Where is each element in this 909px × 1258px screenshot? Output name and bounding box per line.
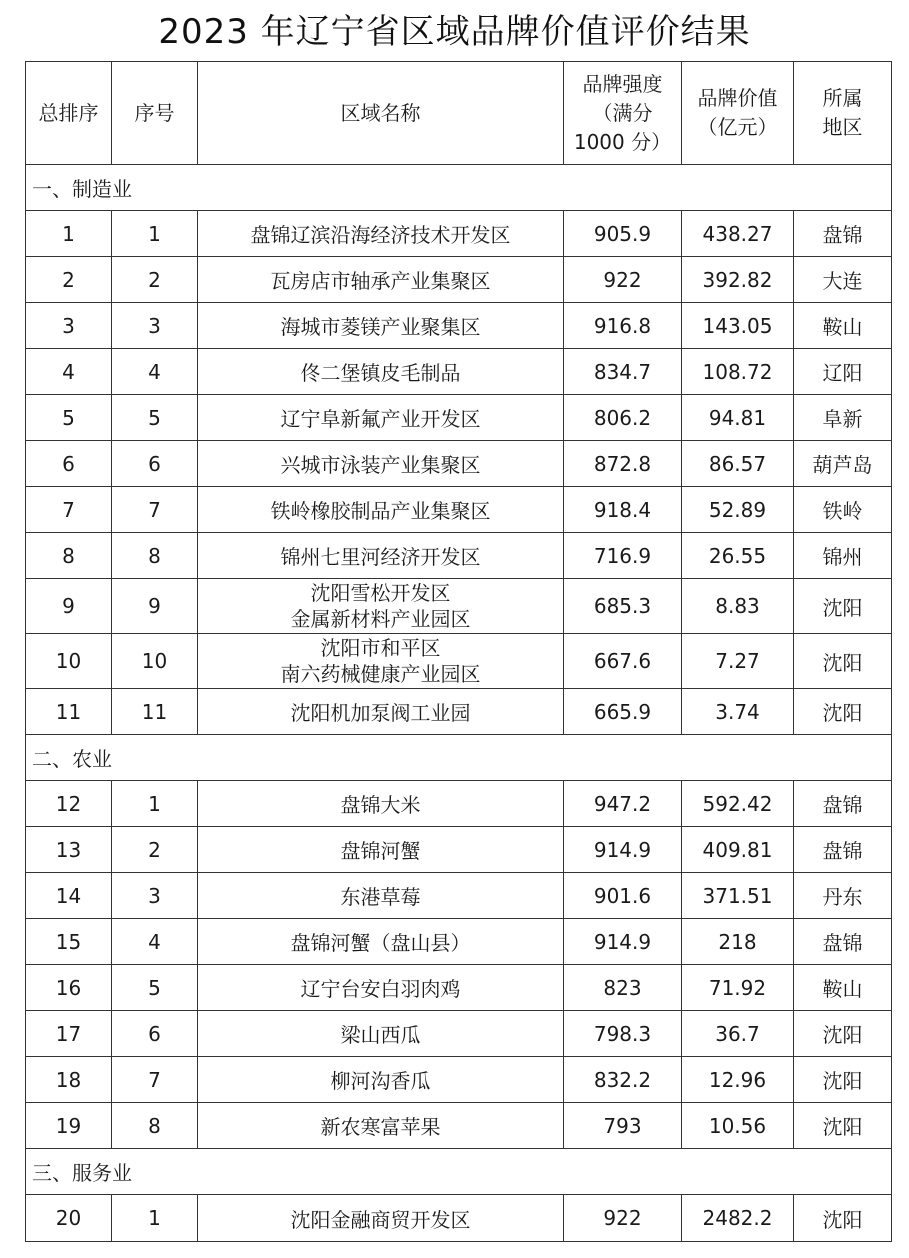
value-cell: 592.42	[682, 781, 794, 827]
seq-cell: 5	[112, 965, 198, 1011]
table-row	[26, 533, 892, 579]
seq-cell: 6	[112, 1011, 198, 1057]
name-cell: 沈阳机加泵阀工业园	[198, 689, 564, 735]
table-row	[26, 257, 892, 303]
name-line1: 沈阳市和平区	[320, 636, 441, 660]
strength-cell: 834.7	[564, 349, 682, 395]
value-cell: 12.96	[682, 1057, 794, 1103]
region-cell: 辽阳	[794, 349, 892, 395]
rank-cell: 16	[26, 965, 112, 1011]
table-row	[26, 349, 892, 395]
value-cell: 143.05	[682, 303, 794, 349]
table-row	[26, 1195, 892, 1242]
strength-cell: 918.4	[564, 487, 682, 533]
region-cell: 鞍山	[794, 303, 892, 349]
header-strength-line2: （满分	[592, 100, 653, 125]
table-row	[26, 395, 892, 441]
value-cell: 2482.2	[682, 1195, 794, 1242]
value-cell: 10.56	[682, 1103, 794, 1149]
region-cell: 锦州	[794, 533, 892, 579]
value-cell: 371.51	[682, 873, 794, 919]
header-value	[682, 62, 794, 165]
rank-cell: 17	[26, 1011, 112, 1057]
name-line2: 金属新材料产业园区	[290, 607, 471, 631]
value-cell: 108.72	[682, 349, 794, 395]
region-cell: 鞍山	[794, 965, 892, 1011]
section-label: 三、服务业	[26, 1149, 794, 1195]
region-cell: 沈阳	[794, 1195, 892, 1242]
name-cell: 瓦房店市轴承产业集聚区	[198, 257, 564, 303]
rank-cell: 10	[26, 634, 112, 689]
strength-cell: 685.3	[564, 579, 682, 634]
rank-cell: 4	[26, 349, 112, 395]
strength-cell: 922	[564, 257, 682, 303]
strength-cell: 905.9	[564, 211, 682, 257]
strength-cell: 832.2	[564, 1057, 682, 1103]
section-row	[26, 735, 892, 781]
region-cell: 铁岭	[794, 487, 892, 533]
region-cell: 沈阳	[794, 1103, 892, 1149]
name-cell: 盘锦大米	[198, 781, 564, 827]
seq-cell: 8	[112, 533, 198, 579]
seq-cell: 6	[112, 441, 198, 487]
value-cell: 26.55	[682, 533, 794, 579]
table-row	[26, 1057, 892, 1103]
rank-cell: 18	[26, 1057, 112, 1103]
page-title: 2023 年辽宁省区域品牌价值评价结果	[158, 12, 751, 52]
name-cell	[198, 579, 564, 634]
header-value-line2: （亿元）	[697, 115, 778, 139]
section-label: 二、农业	[26, 735, 794, 781]
rank-cell: 7	[26, 487, 112, 533]
name-cell: 新农寒富苹果	[198, 1103, 564, 1149]
seq-cell: 9	[112, 579, 198, 634]
value-cell: 7.27	[682, 634, 794, 689]
strength-cell: 667.6	[564, 634, 682, 689]
table-row	[26, 965, 892, 1011]
value-cell: 86.57	[682, 441, 794, 487]
seq-cell: 1	[112, 211, 198, 257]
header-strength	[564, 62, 682, 165]
seq-cell: 2	[112, 257, 198, 303]
region-cell: 沈阳	[794, 1057, 892, 1103]
header-value-line1: 品牌价值	[697, 86, 778, 110]
region-cell: 葫芦岛	[794, 441, 892, 487]
region-cell: 沈阳	[794, 634, 892, 689]
rank-cell: 3	[26, 303, 112, 349]
strength-cell: 901.6	[564, 873, 682, 919]
seq-cell: 7	[112, 1057, 198, 1103]
table-row	[26, 1011, 892, 1057]
name-cell: 梁山西瓜	[198, 1011, 564, 1057]
value-cell: 438.27	[682, 211, 794, 257]
rank-cell: 12	[26, 781, 112, 827]
table-row	[26, 919, 892, 965]
header-region-line1: 所属	[822, 86, 863, 110]
strength-cell: 716.9	[564, 533, 682, 579]
region-cell: 盘锦	[794, 827, 892, 873]
strength-cell: 872.8	[564, 441, 682, 487]
region-cell: 盘锦	[794, 211, 892, 257]
name-cell: 沈阳金融商贸开发区	[198, 1195, 564, 1242]
rank-cell: 13	[26, 827, 112, 873]
strength-cell: 665.9	[564, 689, 682, 735]
rank-cell: 1	[26, 211, 112, 257]
region-cell: 盘锦	[794, 919, 892, 965]
seq-cell: 1	[112, 781, 198, 827]
table-row	[26, 579, 892, 634]
value-cell: 94.81	[682, 395, 794, 441]
rank-cell: 5	[26, 395, 112, 441]
strength-cell: 793	[564, 1103, 682, 1149]
seq-cell: 10	[112, 634, 198, 689]
section-row	[26, 1149, 892, 1195]
rank-cell: 15	[26, 919, 112, 965]
strength-cell: 916.8	[564, 303, 682, 349]
name-line1: 沈阳雪松开发区	[310, 581, 451, 605]
table-row	[26, 689, 892, 735]
region-cell: 丹东	[794, 873, 892, 919]
seq-cell: 11	[112, 689, 198, 735]
section-label: 一、制造业	[26, 165, 794, 211]
value-cell: 3.74	[682, 689, 794, 735]
strength-cell: 914.9	[564, 827, 682, 873]
name-cell: 辽宁台安白羽肉鸡	[198, 965, 564, 1011]
header-row	[26, 62, 892, 165]
value-cell: 218	[682, 919, 794, 965]
strength-cell: 947.2	[564, 781, 682, 827]
value-cell: 52.89	[682, 487, 794, 533]
header-strength-line1: 品牌强度	[582, 71, 663, 96]
table-row	[26, 1103, 892, 1149]
name-cell: 兴城市泳装产业集聚区	[198, 441, 564, 487]
header-region-line2: 地区	[822, 115, 863, 139]
seq-cell: 8	[112, 1103, 198, 1149]
value-cell: 71.92	[682, 965, 794, 1011]
header-strength-line3: 1000 分）	[573, 129, 672, 154]
value-cell: 8.83	[682, 579, 794, 634]
name-cell: 佟二堡镇皮毛制品	[198, 349, 564, 395]
rank-cell: 20	[26, 1195, 112, 1242]
seq-cell: 5	[112, 395, 198, 441]
name-cell: 盘锦辽滨沿海经济技术开发区	[198, 211, 564, 257]
region-cell: 大连	[794, 257, 892, 303]
name-cell: 盘锦河蟹	[198, 827, 564, 873]
rank-cell: 9	[26, 579, 112, 634]
region-cell: 沈阳	[794, 579, 892, 634]
table-row	[26, 827, 892, 873]
rank-cell: 6	[26, 441, 112, 487]
section-row	[26, 165, 892, 211]
seq-cell: 2	[112, 827, 198, 873]
strength-cell: 798.3	[564, 1011, 682, 1057]
name-cell: 锦州七里河经济开发区	[198, 533, 564, 579]
region-cell: 阜新	[794, 395, 892, 441]
strength-cell: 823	[564, 965, 682, 1011]
seq-cell: 7	[112, 487, 198, 533]
strength-cell: 922	[564, 1195, 682, 1242]
table-row	[26, 441, 892, 487]
table-row	[26, 211, 892, 257]
region-cell: 沈阳	[794, 1011, 892, 1057]
name-cell	[198, 634, 564, 689]
rank-cell: 14	[26, 873, 112, 919]
region-cell: 沈阳	[794, 689, 892, 735]
strength-cell: 806.2	[564, 395, 682, 441]
seq-cell: 3	[112, 303, 198, 349]
rank-cell: 19	[26, 1103, 112, 1149]
seq-cell: 3	[112, 873, 198, 919]
name-cell: 辽宁阜新氟产业开发区	[198, 395, 564, 441]
value-cell: 36.7	[682, 1011, 794, 1057]
seq-cell: 4	[112, 349, 198, 395]
seq-cell: 4	[112, 919, 198, 965]
brand-value-table	[25, 61, 892, 1242]
name-cell: 铁岭橡胶制品产业集聚区	[198, 487, 564, 533]
region-cell: 盘锦	[794, 781, 892, 827]
table-row	[26, 487, 892, 533]
header-name: 区域名称	[198, 62, 564, 165]
table-row	[26, 873, 892, 919]
rank-cell: 2	[26, 257, 112, 303]
name-cell: 东港草莓	[198, 873, 564, 919]
table-row	[26, 634, 892, 689]
section-blank-cell	[794, 735, 892, 781]
name-line2: 南六药械健康产业园区	[280, 662, 481, 686]
strength-cell: 914.9	[564, 919, 682, 965]
header-rank: 总排序	[26, 62, 112, 165]
value-cell: 409.81	[682, 827, 794, 873]
table-row	[26, 303, 892, 349]
section-blank-cell	[794, 165, 892, 211]
name-cell: 盘锦河蟹（盘山县）	[198, 919, 564, 965]
header-region	[794, 62, 892, 165]
seq-cell: 1	[112, 1195, 198, 1242]
section-blank-cell	[794, 1149, 892, 1195]
name-cell: 柳河沟香瓜	[198, 1057, 564, 1103]
header-seq: 序号	[112, 62, 198, 165]
name-cell: 海城市菱镁产业聚集区	[198, 303, 564, 349]
value-cell: 392.82	[682, 257, 794, 303]
rank-cell: 8	[26, 533, 112, 579]
rank-cell: 11	[26, 689, 112, 735]
table-row	[26, 781, 892, 827]
